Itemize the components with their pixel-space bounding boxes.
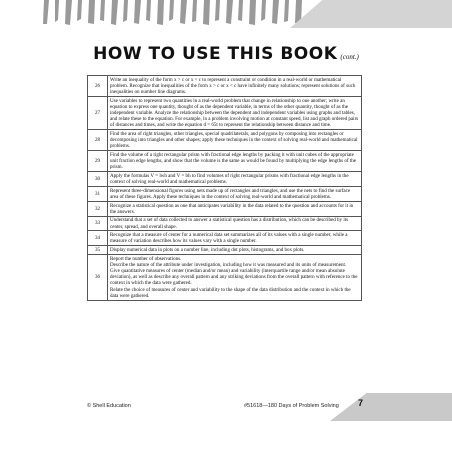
standard-description: Find the area of right triangles, other triangles, special quadrilaterals, and polygons by composing into rectangles or decomposing into triangles and other shapes; apply these techniques in the context of solving real-world and mathematical problems.	[108, 130, 362, 151]
page-title: HOW TO USE THIS BOOK	[93, 44, 338, 64]
standard-description: Recognize a statistical question as one that anticipates variability in the data related to the question and accounts for it in the answers.	[108, 201, 362, 216]
standard-description: Display numerical data in plots on a number line, including dot plots, histograms, and box plots.	[108, 246, 362, 255]
standard-number: 30	[88, 172, 108, 187]
table-row	[88, 216, 362, 231]
standard-number: 29	[88, 151, 108, 172]
decorative-stripes	[40, 0, 340, 26]
table-row	[88, 254, 362, 300]
standard-description: Apply the formulas V = lwh and V = bh to find volumes of right rectangular prisms with fractional edge lengths in the context of solving real-world and mathematical problems.	[108, 172, 362, 187]
standard-description: Write an inequality of the form x > c or x < c to represent a constraint or condition in a real-world or mathematical problem. Recognize that inequalities of the form x > c or x < c have infinitely many solutions; represent solutions of such inequalities on number line diagrams.	[108, 76, 362, 97]
page-number: 7	[358, 398, 364, 408]
page-subtitle: (cont.)	[340, 53, 359, 61]
standard-description: Use variables to represent two quantities in a real-world problem that change in relationship to one another; write an equation to express one quantity, thought of as the dependent variable, in terms of the other quantity, thought of as the independent variable. Analyze the relationship between the dependent and independent variables using graphs and tables, and relate these to the equation. For example, in a problem involving motion at constant speed, list and graph ordered pairs of distances and times, and write the equation d = 65t to represent the relationship between distance and time.	[108, 96, 362, 129]
table-row	[88, 201, 362, 216]
standard-description: Find the volume of a right rectangular prism with fractional edge lengths by packing it with unit cubes of the appropriate unit fraction edge lengths, and show that the volume is the same as would be found by multiplying the edge lengths of the prism.	[108, 151, 362, 172]
standards-table-body	[88, 76, 362, 301]
table-row	[88, 151, 362, 172]
top-banner	[0, 0, 452, 30]
standard-description: Recognize that a measure of center for a numerical data set summarizes all of its values with a single number, while a measure of variation describes how its values vary with a single number.	[108, 231, 362, 246]
table-row	[88, 187, 362, 202]
title-row	[0, 44, 452, 64]
standard-number: 32	[88, 201, 108, 216]
table-row	[88, 172, 362, 187]
standard-number: 35	[88, 246, 108, 255]
standard-description: Report the number of observations. Describe the nature of the attribute under investigation, including how it was measured and its units of measurement. Give quantitative measures of center (median and/or mean) and variability (interquartile range and/or mean absolute deviation), as well as describe any overall pattern and any striking deviations from the overall pattern with reference to the context in which the data were gathered. Relate the choice of measures of center and variability to the shape of the data distribution and the context in which the data were gathered.	[108, 254, 362, 300]
table-row	[88, 246, 362, 255]
table-row	[88, 130, 362, 151]
table-row	[88, 96, 362, 129]
standard-number: 31	[88, 187, 108, 202]
standard-number: 27	[88, 96, 108, 129]
standard-number: 33	[88, 216, 108, 231]
standards-table	[87, 75, 362, 301]
standard-number: 34	[88, 231, 108, 246]
footer-gray-band	[330, 393, 452, 421]
footer-book-title: #51618—180 Days of Problem Solving	[244, 403, 339, 409]
standard-number: 26	[88, 76, 108, 97]
standard-description: Understand that a set of data collected to answer a statistical question has a distribution, which can be described by its center, spread, and overall shape.	[108, 216, 362, 231]
standard-number: 28	[88, 130, 108, 151]
standard-description: Represent three-dimensional figures using nets made up of rectangles and triangles, and use the nets to find the surface area of these figures. Apply these techniques in the context of solving real-world and mathematical problems.	[108, 187, 362, 202]
table-row	[88, 76, 362, 97]
table-row	[88, 231, 362, 246]
standard-number: 36	[88, 254, 108, 300]
footer-copyright: © Shell Education	[87, 403, 131, 409]
